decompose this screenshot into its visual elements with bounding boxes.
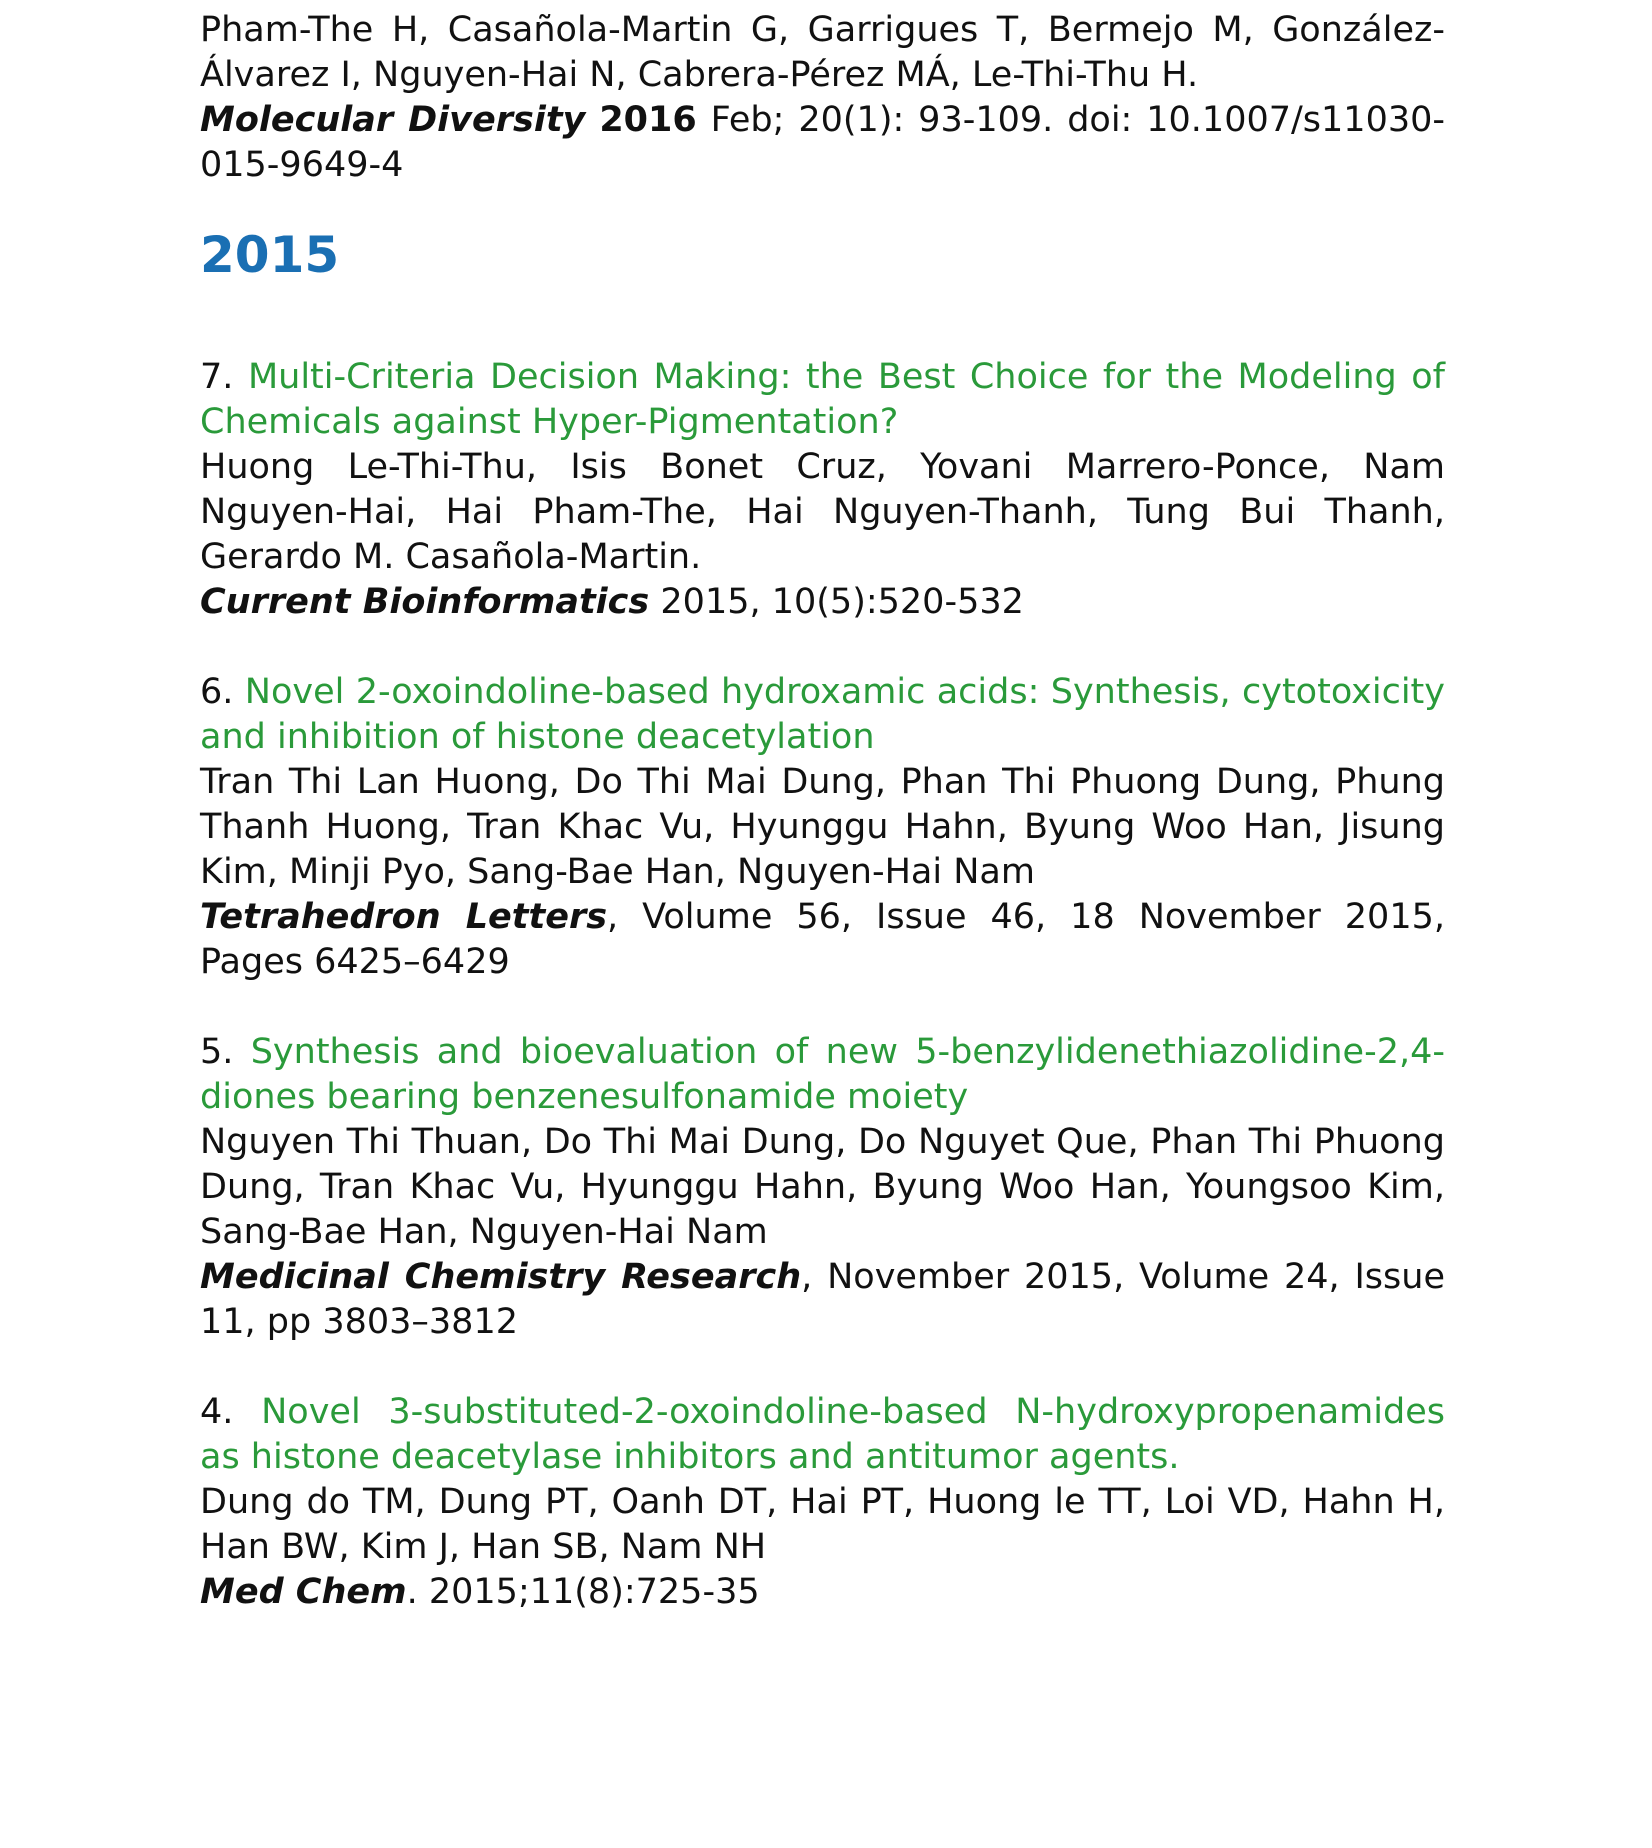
citation-details: Feb; 20(1): 93-109. doi: 10.1007/s11030-015-9649-4 — [200, 100, 1445, 185]
publication-entry — [200, 1030, 1445, 1345]
entry-number: 6. — [200, 672, 234, 712]
citation-details: 2015, 10(5):520-532 — [660, 582, 1024, 622]
journal-name: Current Bioinformatics — [200, 582, 650, 622]
publication-entry — [200, 355, 1445, 625]
entry-title-line — [200, 670, 1445, 760]
entry-number: 5. — [200, 1032, 234, 1072]
entry-title-line — [200, 1390, 1445, 1480]
journal-name: Medicinal Chemistry Research — [200, 1257, 802, 1297]
citation-details: . 2015;11(8):725-35 — [406, 1572, 760, 1612]
entry-authors: Nguyen Thi Thuan, Do Thi Mai Dung, Do Nguyet Que, Phan Thi Phuong Dung, Tran Khac Vu, Hyunggu Hahn, Byung Woo Han, Youngsoo Kim, Sang-Bae Han, Nguyen-Hai Nam — [200, 1122, 1445, 1252]
publication-entry-2016 — [200, 8, 1445, 188]
entry-authors: Pham-The H, Casañola-Martin G, Garrigues T, Bermejo M, González-Álvarez I, Nguyen-Hai N, Cabrera-Pérez MÁ, Le-Thi-Thu H. — [200, 10, 1445, 95]
entry-authors: Dung do TM, Dung PT, Oanh DT, Hai PT, Huong le TT, Loi VD, Hahn H, Han BW, Kim J, Han SB, Nam NH — [200, 1482, 1445, 1567]
entry-number: 7. — [200, 357, 234, 397]
publication-list — [200, 8, 1445, 1660]
publication-title-link[interactable]: Novel 2-oxoindoline-based hydroxamic acids: Synthesis, cytotoxicity and inhibition of histone deacetylation — [200, 672, 1445, 757]
entry-title-line — [200, 1030, 1445, 1120]
entry-title-line — [200, 355, 1445, 445]
entry-citation-line — [200, 895, 1445, 985]
entry-citation-line — [200, 580, 1445, 625]
publication-title-link[interactable]: Novel 3-substituted-2-oxoindoline-based N-hydroxypropenamides as histone deacetylase inhibitors and antitumor agents. — [200, 1392, 1445, 1477]
publication-entry — [200, 670, 1445, 985]
citation-details: , November 2015, Volume 24, Issue 11, pp 3803–3812 — [200, 1257, 1445, 1342]
journal-name: Tetrahedron Letters — [200, 897, 608, 937]
publication-title-link[interactable]: Multi-Criteria Decision Making: the Best Choice for the Modeling of Chemicals against Hyper-Pigmentation? — [200, 357, 1445, 442]
year-heading: 2015 — [200, 226, 340, 284]
publication-year: 2016 — [599, 100, 697, 140]
entry-number: 4. — [200, 1392, 234, 1432]
citation-details: , Volume 56, Issue 46, 18 November 2015, Pages 6425–6429 — [200, 897, 1445, 982]
entry-citation-line — [200, 1570, 1445, 1615]
publication-entry — [200, 1390, 1445, 1615]
publication-title-link[interactable]: Synthesis and bioevaluation of new 5-benzylidenethiazolidine-2,4-diones bearing benzenesulfonamide moiety — [200, 1032, 1445, 1117]
entry-citation-line — [200, 1255, 1445, 1345]
entry-authors: Tran Thi Lan Huong, Do Thi Mai Dung, Phan Thi Phuong Dung, Phung Thanh Huong, Tran Khac Vu, Hyunggu Hahn, Byung Woo Han, Jisung Kim, Minji Pyo, Sang-Bae Han, Nguyen-Hai Nam — [200, 762, 1445, 892]
entry-citation-line — [200, 98, 1445, 188]
journal-name: Molecular Diversity — [200, 100, 586, 140]
entry-authors: Huong Le-Thi-Thu, Isis Bonet Cruz, Yovani Marrero-Ponce, Nam Nguyen-Hai, Hai Pham-The, Hai Nguyen-Thanh, Tung Bui Thanh, Gerardo M. Casañola-Martin. — [200, 447, 1445, 577]
journal-name: Med Chem — [200, 1572, 407, 1612]
